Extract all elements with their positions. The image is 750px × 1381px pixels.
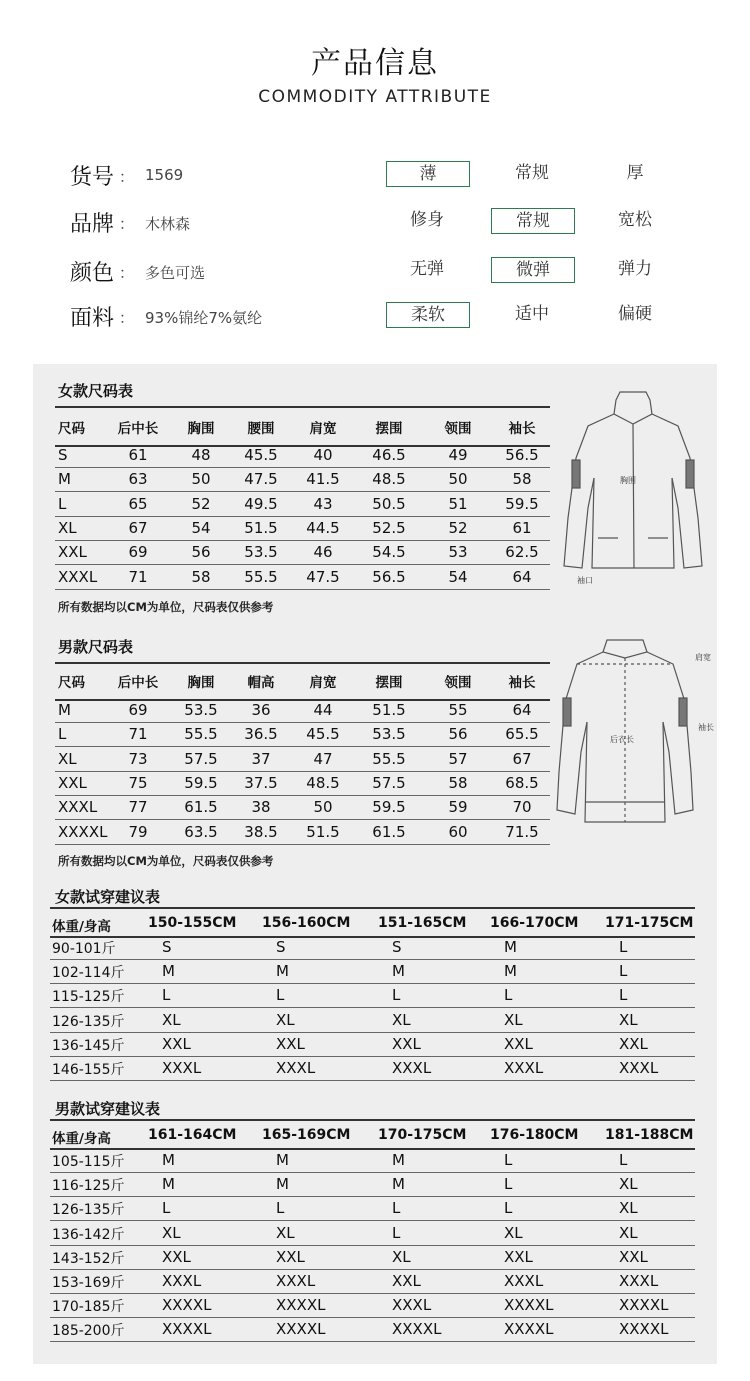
- row-rule: [50, 959, 695, 960]
- row-rule: [50, 1172, 695, 1173]
- table-cell: M: [162, 1175, 175, 1194]
- table-cell: 55: [448, 701, 468, 719]
- table-cell: 53.5: [244, 543, 278, 562]
- attribute-label: 品牌: [70, 212, 115, 237]
- table-cell: 48: [191, 446, 211, 464]
- table-cell: XL: [162, 1010, 181, 1029]
- table-cell: XXXXL: [162, 1296, 212, 1315]
- table-cell: XXXXL: [58, 822, 108, 841]
- table-cell: 62.5: [505, 543, 539, 562]
- table-cell: 50: [191, 470, 211, 489]
- table-cell: XXL: [58, 773, 87, 792]
- table-cell: 146-155斤: [52, 1062, 125, 1078]
- table-cell: XL: [162, 1223, 181, 1242]
- table-cell: 51.5: [372, 701, 406, 719]
- row-rule: [55, 722, 550, 723]
- table-cell: 63: [128, 470, 148, 489]
- table-cell: 65: [128, 494, 148, 513]
- table-cell: 44.5: [306, 518, 340, 537]
- table-header-cell: 领围: [444, 421, 472, 437]
- table-cell: XXL: [619, 1034, 648, 1053]
- fit-top-rule: [50, 1119, 695, 1121]
- table-cell: M: [276, 1151, 289, 1169]
- table-cell: L: [162, 986, 171, 1005]
- table-cell: 153-169斤: [52, 1275, 125, 1291]
- table-cell: XL: [504, 1010, 523, 1029]
- table-cell: 90-101斤: [52, 941, 116, 957]
- row-rule: [55, 746, 550, 747]
- table-cell: XXL: [504, 1247, 533, 1266]
- table-header-cell: 领围: [444, 675, 472, 691]
- table-header-cell: 肩宽: [309, 421, 337, 437]
- table-cell: L: [392, 1199, 401, 1218]
- table-note: 所有数据均以CM为单位，尺码表仅供参考: [58, 600, 274, 614]
- table-cell: XXXL: [162, 1272, 202, 1290]
- row-rule: [50, 1196, 695, 1197]
- table-cell: 58: [512, 470, 532, 489]
- option-selected: 常规: [491, 208, 575, 234]
- attribute-label: 面料: [70, 306, 115, 331]
- table-cell: 71.5: [505, 822, 539, 841]
- table-cell: XXXXL: [504, 1320, 554, 1339]
- table-cell: M: [392, 1151, 405, 1169]
- option: 无弹: [410, 259, 444, 279]
- table-header-cell: 后中长: [117, 675, 159, 691]
- attribute-value: 木林森: [145, 215, 191, 233]
- table-header-cell: 尺码: [58, 675, 85, 691]
- table-header-cell: 袖长: [508, 421, 536, 437]
- table-cell: 136-142斤: [52, 1226, 125, 1243]
- table-cell: XXL: [392, 1272, 421, 1290]
- table-cell: 54: [191, 518, 211, 537]
- table-cell: 61: [512, 518, 532, 537]
- table-cell: 67: [128, 518, 148, 537]
- title-rule: [55, 662, 550, 664]
- attribute-colon: ：: [119, 309, 135, 327]
- table-cell: 71: [128, 725, 148, 744]
- cuff-label: 袖口: [577, 576, 593, 585]
- table-cell: M: [58, 470, 71, 489]
- row-rule: [55, 491, 550, 492]
- table-header-cell: 171-175CM: [605, 915, 694, 931]
- attribute-value: 多色可选: [145, 264, 206, 282]
- title-rule: [55, 406, 550, 408]
- row-rule: [50, 1245, 695, 1246]
- table-cell: 69: [128, 701, 148, 719]
- table-cell: XL: [504, 1223, 523, 1242]
- table-cell: XXXXL: [504, 1296, 554, 1315]
- table-header-cell: 156-160CM: [262, 915, 351, 931]
- table-cell: XXXXL: [392, 1320, 442, 1339]
- back-length-label: 后衣长: [610, 735, 634, 744]
- table-cell: L: [276, 1199, 285, 1218]
- table-cell: M: [276, 1175, 289, 1194]
- table-cell: 56: [448, 725, 468, 744]
- table-cell: 61.5: [372, 822, 406, 841]
- table-cell: 69: [128, 543, 148, 562]
- table-cell: 116-125斤: [52, 1178, 125, 1195]
- table-cell: XXL: [58, 543, 87, 562]
- table-header-cell: 166-170CM: [490, 915, 579, 931]
- table-header-cell: 帽高: [247, 675, 275, 691]
- table-header-cell: 170-175CM: [378, 1127, 467, 1143]
- table-cell: L: [504, 986, 513, 1005]
- table-cell: XXL: [392, 1034, 421, 1053]
- table-cell: 59.5: [505, 494, 539, 513]
- table-header-cell: 151-165CM: [378, 915, 467, 931]
- table-header-cell: 后中长: [117, 421, 159, 437]
- table-cell: XXXL: [392, 1059, 432, 1077]
- table-header-cell: 161-164CM: [148, 1127, 237, 1143]
- table-cell: 38.5: [244, 822, 278, 841]
- table-cell: XXL: [276, 1247, 305, 1266]
- table-cell: M: [58, 701, 71, 719]
- table-cell: 47.5: [244, 470, 278, 489]
- table-cell: 170-185斤: [52, 1299, 125, 1316]
- table-cell: M: [504, 962, 517, 981]
- row-rule: [50, 1056, 695, 1057]
- table-cell: XL: [58, 518, 77, 537]
- table-cell: XXL: [504, 1034, 533, 1053]
- row-rule: [50, 1032, 695, 1033]
- table-cell: 45.5: [244, 446, 278, 464]
- row-rule: [55, 540, 550, 541]
- attribute-colon: ：: [119, 168, 135, 186]
- jacket-drawing: [558, 388, 708, 588]
- row-rule: [50, 1317, 695, 1318]
- table-cell: 79: [128, 822, 148, 841]
- row-rule: [55, 516, 550, 517]
- table-cell: XXXL: [276, 1272, 316, 1290]
- table-cell: 115-125斤: [52, 989, 125, 1006]
- table-cell: XL: [619, 1223, 638, 1242]
- table-cell: 41.5: [306, 470, 340, 489]
- table-cell: 57: [448, 749, 468, 768]
- table-cell: 75: [128, 773, 148, 792]
- table-cell: 55.5: [372, 749, 406, 768]
- table-cell: L: [392, 986, 401, 1005]
- table-cell: XXXL: [58, 798, 98, 817]
- section-title: 男款试穿建议表: [55, 1100, 161, 1118]
- table-cell: 77: [128, 798, 148, 817]
- table-cell: 70: [512, 798, 532, 817]
- table-cell: M: [276, 962, 289, 981]
- section-title: 女款尺码表: [58, 382, 134, 400]
- section-title: 男款尺码表: [58, 638, 134, 656]
- page-title: 产品信息: [311, 46, 439, 81]
- attribute-value: 1569: [145, 166, 184, 184]
- table-cell: 64: [512, 701, 532, 719]
- row-rule: [55, 819, 550, 820]
- table-cell: XXL: [276, 1034, 305, 1053]
- table-cell: 49.5: [244, 494, 278, 513]
- table-cell: S: [392, 938, 402, 956]
- table-cell: XL: [392, 1247, 411, 1266]
- table-cell: 57.5: [184, 749, 218, 768]
- header-rule: [50, 1148, 695, 1150]
- table-cell: L: [58, 494, 67, 513]
- table-cell: XXXL: [619, 1272, 659, 1290]
- attribute-label: 颜色: [70, 261, 115, 286]
- table-cell: 51.5: [306, 822, 340, 841]
- table-cell: XXXXL: [276, 1296, 326, 1315]
- table-header-cell: 腰围: [247, 421, 275, 437]
- table-note: 所有数据均以CM为单位，尺码表仅供参考: [58, 854, 274, 868]
- table-header-cell: 尺码: [58, 421, 85, 437]
- table-header-cell: 体重/身高: [52, 1131, 111, 1147]
- option: 偏硬: [618, 304, 652, 324]
- option-selected: 柔软: [386, 302, 470, 328]
- option: 弹力: [618, 259, 652, 279]
- fit-top-rule: [50, 907, 695, 909]
- table-cell: S: [276, 938, 286, 956]
- table-header-cell: 150-155CM: [148, 915, 237, 931]
- table-header-cell: 胸围: [187, 675, 215, 691]
- table-cell: 49: [448, 446, 468, 464]
- table-cell: L: [619, 1151, 628, 1169]
- option: 修身: [410, 210, 444, 230]
- table-cell: 55.5: [184, 725, 218, 744]
- table-cell: 46: [313, 543, 333, 562]
- sleeve-label: 袖长: [698, 723, 714, 732]
- table-cell: 60: [448, 822, 468, 841]
- table-cell: 59.5: [184, 773, 218, 792]
- table-cell: 52: [191, 494, 211, 513]
- table-cell: 105-115斤: [52, 1154, 125, 1170]
- shoulder-label: 肩宽: [695, 653, 711, 662]
- table-cell: 37.5: [244, 773, 278, 792]
- attribute-colon: ：: [119, 215, 135, 233]
- table-cell: 46.5: [372, 446, 406, 464]
- table-cell: L: [619, 986, 628, 1005]
- row-rule: [55, 844, 550, 845]
- table-cell: 68.5: [505, 773, 539, 792]
- table-cell: XXXL: [276, 1059, 316, 1077]
- table-cell: 59: [448, 798, 468, 817]
- attribute-colon: ：: [119, 264, 135, 282]
- men-jacket-illustration: [555, 632, 695, 832]
- table-cell: S: [58, 446, 68, 464]
- table-cell: 47.5: [306, 567, 340, 586]
- row-rule: [50, 1293, 695, 1294]
- table-cell: 38: [251, 798, 271, 817]
- table-cell: L: [504, 1199, 513, 1218]
- table-cell: 126-135斤: [52, 1202, 125, 1219]
- table-cell: L: [276, 986, 285, 1005]
- table-cell: 37: [251, 749, 271, 768]
- table-cell: S: [162, 938, 172, 956]
- table-cell: 52.5: [372, 518, 406, 537]
- row-rule: [50, 1007, 695, 1008]
- table-header-cell: 摆围: [375, 675, 403, 691]
- table-cell: L: [504, 1151, 513, 1169]
- table-cell: 58: [448, 773, 468, 792]
- table-cell: L: [619, 938, 628, 956]
- table-cell: 57.5: [372, 773, 406, 792]
- table-cell: 54: [448, 567, 468, 586]
- table-cell: 65.5: [505, 725, 539, 744]
- table-cell: 51: [448, 494, 468, 513]
- table-cell: 136-145斤: [52, 1037, 125, 1054]
- option: 常规: [515, 163, 549, 183]
- table-header-cell: 181-188CM: [605, 1127, 694, 1143]
- table-cell: 143-152斤: [52, 1250, 125, 1267]
- option: 厚: [626, 163, 644, 183]
- table-cell: XL: [619, 1199, 638, 1218]
- table-header-cell: 176-180CM: [490, 1127, 579, 1143]
- table-cell: 55.5: [244, 567, 278, 586]
- table-cell: 185-200斤: [52, 1323, 125, 1340]
- table-cell: XXL: [162, 1247, 191, 1266]
- table-cell: 50.5: [372, 494, 406, 513]
- table-cell: 126-135斤: [52, 1013, 125, 1030]
- table-cell: 50: [313, 798, 333, 817]
- table-header-cell: 165-169CM: [262, 1127, 351, 1143]
- table-cell: XXXXL: [276, 1320, 326, 1339]
- table-cell: 48.5: [372, 470, 406, 489]
- table-cell: XL: [276, 1223, 295, 1242]
- table-cell: 45.5: [306, 725, 340, 744]
- table-cell: 36: [251, 701, 271, 719]
- table-cell: 50: [448, 470, 468, 489]
- table-cell: 59.5: [372, 798, 406, 817]
- table-cell: 43: [313, 494, 333, 513]
- row-rule: [50, 1269, 695, 1270]
- table-cell: XXXL: [162, 1059, 202, 1077]
- table-cell: M: [392, 962, 405, 981]
- table-cell: 67: [512, 749, 532, 768]
- table-cell: 44: [313, 701, 333, 719]
- table-cell: 36.5: [244, 725, 278, 744]
- header-rule: [50, 936, 695, 938]
- row-rule: [55, 467, 550, 468]
- table-cell: XXXL: [504, 1059, 544, 1077]
- women-jacket-illustration: [558, 388, 708, 588]
- table-header-cell: 体重/身高: [52, 919, 111, 935]
- table-cell: 63.5: [184, 822, 218, 841]
- table-cell: 53: [448, 543, 468, 562]
- row-rule: [55, 564, 550, 565]
- attribute-label: 货号: [70, 165, 115, 190]
- table-cell: L: [162, 1199, 171, 1218]
- table-cell: XL: [392, 1010, 411, 1029]
- table-cell: XL: [619, 1010, 638, 1029]
- table-cell: XXXL: [619, 1059, 659, 1077]
- row-rule: [50, 983, 695, 984]
- table-cell: XXL: [162, 1034, 191, 1053]
- table-cell: M: [162, 1151, 175, 1169]
- option: 适中: [515, 304, 549, 324]
- table-cell: XL: [276, 1010, 295, 1029]
- table-cell: 64: [512, 567, 532, 586]
- table-header-cell: 摆围: [375, 421, 403, 437]
- table-cell: L: [504, 1175, 513, 1194]
- table-cell: M: [504, 938, 517, 956]
- row-rule: [55, 771, 550, 772]
- table-cell: 61: [128, 446, 148, 464]
- table-cell: 54.5: [372, 543, 406, 562]
- row-rule: [50, 1080, 695, 1081]
- page-subtitle: COMMODITY ATTRIBUTE: [258, 87, 492, 107]
- table-cell: M: [162, 962, 175, 981]
- attribute-value: 93%锦纶7%氨纶: [145, 309, 263, 327]
- table-header-cell: 胸围: [187, 421, 215, 437]
- row-rule: [55, 795, 550, 796]
- table-cell: XXXL: [58, 567, 98, 586]
- jacket-back-drawing: [555, 632, 695, 832]
- table-cell: XL: [619, 1175, 638, 1194]
- table-header-cell: 肩宽: [309, 675, 337, 691]
- table-cell: 71: [128, 567, 148, 586]
- table-cell: 48.5: [306, 773, 340, 792]
- table-cell: 51.5: [244, 518, 278, 537]
- row-rule: [55, 589, 550, 590]
- table-cell: 53.5: [372, 725, 406, 744]
- table-cell: L: [392, 1223, 401, 1242]
- table-cell: 53.5: [184, 701, 218, 719]
- table-cell: 52: [448, 518, 468, 537]
- table-cell: 47: [313, 749, 333, 768]
- section-title: 女款试穿建议表: [55, 888, 161, 906]
- table-cell: XXXL: [392, 1296, 432, 1315]
- table-cell: XXL: [619, 1247, 648, 1266]
- table-cell: 58: [191, 567, 211, 586]
- table-cell: 56.5: [505, 446, 539, 464]
- option: 宽松: [618, 210, 652, 230]
- table-cell: 73: [128, 749, 148, 768]
- table-cell: XXXXL: [162, 1320, 212, 1339]
- option-selected: 微弹: [491, 257, 575, 283]
- table-cell: XXXXL: [619, 1320, 669, 1339]
- table-cell: L: [58, 725, 67, 744]
- table-cell: L: [619, 962, 628, 981]
- table-cell: M: [392, 1175, 405, 1194]
- option-selected: 薄: [386, 161, 470, 187]
- row-rule: [50, 1341, 695, 1342]
- table-cell: XL: [58, 749, 77, 768]
- table-cell: 56.5: [372, 567, 406, 586]
- table-cell: XXXXL: [619, 1296, 669, 1315]
- table-cell: XXXL: [504, 1272, 544, 1290]
- table-cell: 61.5: [184, 798, 218, 817]
- chest-label: 胸围: [620, 476, 636, 485]
- table-cell: 40: [313, 446, 333, 464]
- table-cell: 102-114斤: [52, 965, 125, 982]
- table-cell: 56: [191, 543, 211, 562]
- table-header-cell: 袖长: [508, 675, 536, 691]
- row-rule: [50, 1220, 695, 1221]
